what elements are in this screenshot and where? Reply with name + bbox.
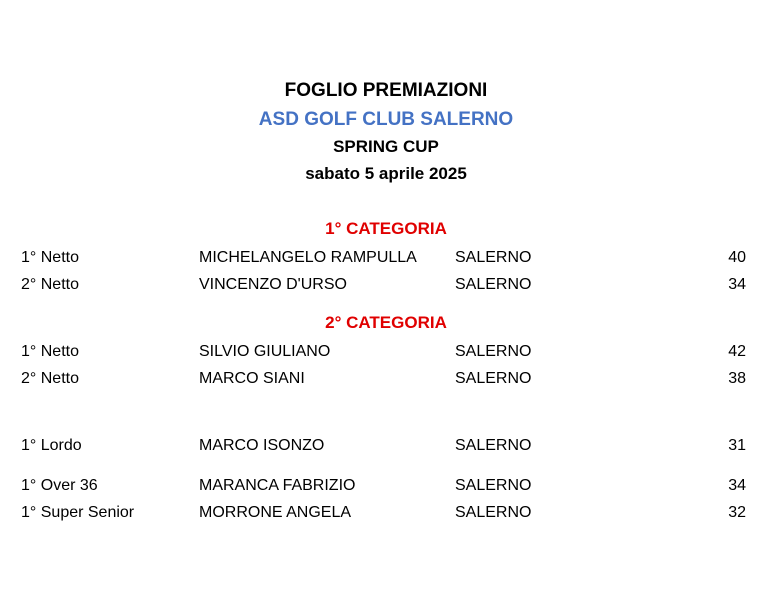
- player-club: SALERNO: [455, 276, 532, 293]
- player-club: SALERNO: [455, 249, 532, 266]
- category-heading-1: 1° CATEGORIA: [325, 219, 447, 238]
- player-score: 40: [728, 249, 746, 266]
- player-club: SALERNO: [455, 343, 532, 360]
- category-heading-2: 2° CATEGORIA: [325, 313, 447, 332]
- table-row: [0, 437, 784, 457]
- table-row: [0, 504, 784, 524]
- player-score: 31: [728, 437, 746, 454]
- player-name: MARCO ISONZO: [199, 437, 325, 454]
- player-score: 38: [728, 370, 746, 387]
- table-row: [0, 249, 784, 269]
- player-score: 34: [728, 276, 746, 293]
- award-position: 1° Netto: [21, 343, 79, 360]
- award-position: 1° Lordo: [21, 437, 82, 454]
- player-name: MICHELANGELO RAMPULLA: [199, 249, 417, 266]
- document-title: FOGLIO PREMIAZIONI: [284, 80, 488, 101]
- player-name: VINCENZO D'URSO: [199, 276, 347, 293]
- player-name: SILVIO GIULIANO: [199, 343, 331, 360]
- event-date: sabato 5 aprile 2025: [305, 164, 467, 183]
- table-row: [0, 370, 784, 390]
- player-club: SALERNO: [455, 370, 532, 387]
- award-position: 1° Super Senior: [21, 504, 135, 521]
- award-position: 1° Netto: [21, 249, 79, 266]
- player-name: MARANCA FABRIZIO: [199, 477, 356, 494]
- table-row: [0, 477, 784, 497]
- event-name: SPRING CUP: [333, 137, 439, 156]
- award-position: 2° Netto: [21, 276, 79, 293]
- award-position: 2° Netto: [21, 370, 79, 387]
- player-name: MORRONE ANGELA: [199, 504, 352, 521]
- player-club: SALERNO: [455, 437, 532, 454]
- table-row: [0, 276, 784, 296]
- club-name: ASD GOLF CLUB SALERNO: [258, 109, 514, 130]
- player-score: 42: [728, 343, 746, 360]
- player-club: SALERNO: [455, 477, 532, 494]
- player-score: 32: [728, 504, 746, 521]
- player-name: MARCO SIANI: [199, 370, 305, 387]
- table-row: [0, 343, 784, 363]
- player-score: 34: [728, 477, 746, 494]
- award-position: 1° Over 36: [21, 477, 98, 494]
- player-club: SALERNO: [455, 504, 532, 521]
